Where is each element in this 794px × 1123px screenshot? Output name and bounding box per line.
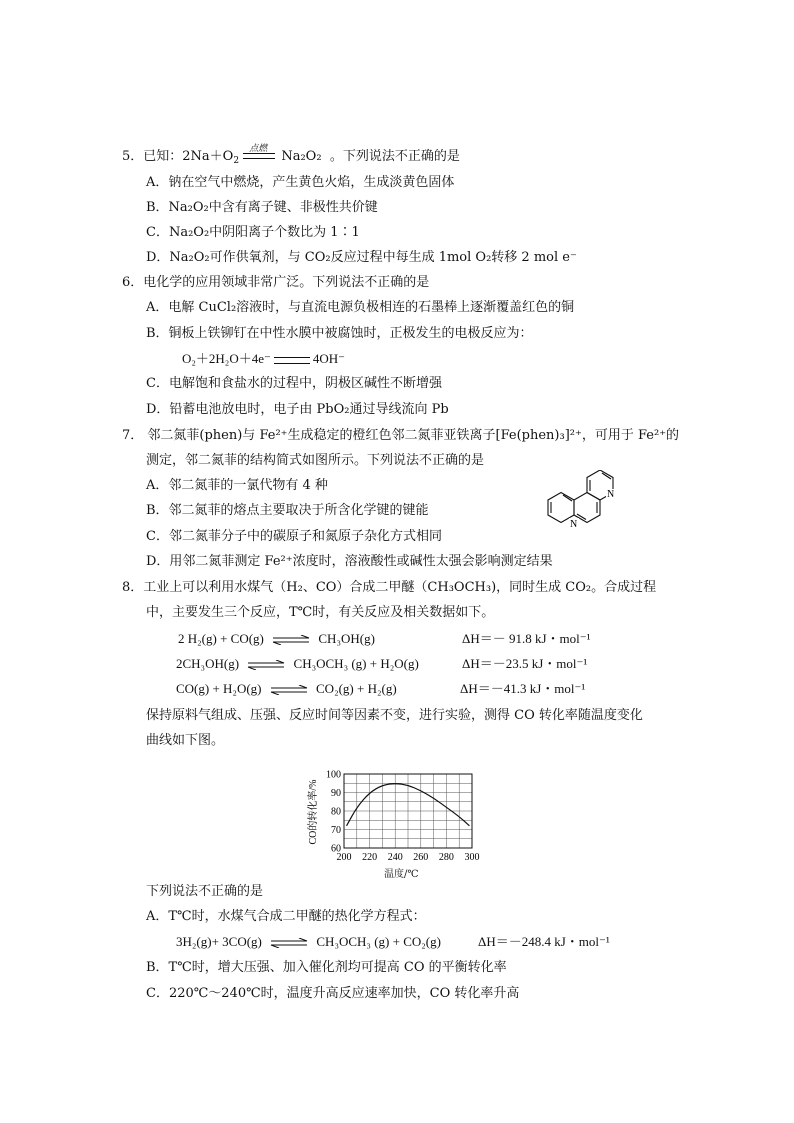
q6-electrode-equation: O₂＋2H₂O＋4e⁻ 4OH⁻ — [182, 351, 346, 366]
q8-reaction-2: 2CH₃OH(g) CH₃OCH₃ (g) + H₂O(g) — [176, 656, 419, 671]
q8-text-line1: 保持原料气组成、压强、反应时间等因素不变，进行实验，测得 CO 转化率随温度变化 — [146, 708, 643, 723]
structure-nitrogen-2: N — [570, 519, 578, 530]
q5-option-b: B．Na₂O₂中含有离子键、非极性共价键 — [146, 200, 378, 215]
q8-option-a: A．T℃时，水煤气合成二甲醚的热化学方程式： — [146, 909, 426, 924]
equilibrium-arrow-icon — [246, 660, 286, 670]
y-tick-label: 70 — [331, 825, 341, 836]
q8-reaction-2-enthalpy: ΔH＝－23.5 kJ・mol⁻¹ — [462, 656, 588, 671]
q5-option-c: C．Na₂O₂中阴阳离子个数比为 1∶1 — [146, 225, 360, 240]
q6-stem: 6．电化学的应用领域非常广泛。下列说法不正确的是 — [122, 275, 430, 290]
x-tick-label: 220 — [362, 852, 378, 863]
co-conversion-chart — [300, 760, 500, 882]
x-tick-label: 280 — [438, 852, 454, 863]
chart-x-axis-label: 温度/℃ — [384, 869, 419, 880]
q8-reaction-1: 2 H₂(g) + CO(g) CH₃OH(g) — [178, 631, 375, 646]
q7-option-a: A．邻二氮菲的一氯代物有 4 种 — [146, 478, 328, 493]
structure-nitrogen-1: N — [607, 489, 615, 500]
q8-text-line2: 曲线如下图。 — [146, 733, 225, 748]
q5-option-a: A．钠在空气中燃烧，产生黄色火焰，生成淡黄色固体 — [146, 175, 455, 190]
q7-option-b: B．邻二氮菲的熔点主要取决于所含化学键的键能 — [146, 503, 429, 518]
y-tick-label: 100 — [326, 769, 341, 781]
q8-option-c: C．220℃～240℃时，温度升高反应速率加快，CO 转化率升高 — [146, 986, 520, 1001]
equilibrium-arrow-icon — [269, 938, 309, 948]
q5-option-d: D．Na₂O₂可作供氧剂，与 CO₂反应过程中每生成 1mol O₂转移 2 mol e⁻ — [146, 250, 577, 265]
q8-ask: 下列说法不正确的是 — [146, 884, 264, 899]
q6-option-c: C．电解饱和食盐水的过程中，阴极区碱性不断增强 — [146, 376, 442, 391]
q8-stem-line1: 8．工业上可以利用水煤气（H₂、CO）合成二甲醚（CH₃OCH₃)，同时生成 CO₂。合成过程 — [122, 580, 657, 595]
q8-stem-line2: 中，主要发生三个反应，T℃时，有关反应及相关数据如下。 — [146, 605, 495, 620]
equilibrium-arrow-icon — [271, 635, 311, 645]
q6-option-d: D．铅蓄电池放电时，电子由 PbO₂通过导线流向 Pb — [146, 402, 449, 417]
x-tick-label: 240 — [387, 852, 403, 863]
q8-option-a-equation: 3H₂(g)+ 3CO(g) CH₃OCH₃ (g) + CO₂(g) — [176, 934, 441, 949]
y-tick-label: 90 — [331, 788, 341, 799]
q8-option-b: B．T℃时，增大压强、加入催化剂均可提高 CO 的平衡转化率 — [146, 960, 507, 975]
y-tick-label: 60 — [331, 843, 341, 855]
chart-y-axis-label: CO的转化率/% — [308, 779, 319, 845]
q7-stem-line1: 7． 邻二氮菲(phen)与 Fe²⁺生成稳定的橙红色邻二氮菲亚铁离子[Fe(phen)₃]²⁺，可用于 Fe²⁺的 — [122, 428, 680, 443]
x-tick-label: 300 — [464, 852, 480, 863]
x-tick-label: 260 — [413, 852, 429, 863]
q8-option-a-enthalpy: ΔH＝－248.4 kJ・mol⁻¹ — [478, 934, 610, 949]
q7-option-d: D．用邻二氮菲测定 Fe²⁺浓度时，溶液酸性或碱性太强会影响测定结果 — [146, 554, 553, 569]
q8-reaction-3-enthalpy: ΔH＝－41.3 kJ・mol⁻¹ — [460, 681, 586, 696]
x-tick-label: 200 — [336, 852, 352, 863]
q8-reaction-3: CO(g) + H₂O(g) CO₂(g) + H₂(g) — [176, 681, 397, 696]
q7-stem-line2: 测定，邻二氮菲的结构简式如图所示。下列说法不正确的是 — [146, 453, 485, 468]
q7-option-c: C．邻二氮菲分子中的碳原子和氮原子杂化方式相同 — [146, 529, 442, 544]
q6-option-b: B．铜板上铁铆钉在中性水膜中被腐蚀时，正极发生的电极反应为： — [146, 326, 533, 341]
phenanthroline-structure — [544, 470, 634, 534]
y-tick-label: 80 — [331, 806, 341, 818]
q5-stem: 5．已知：$2Na+O_2$ 点燃 Na₂O₂ 。下列说法不正确的是 — [122, 148, 460, 170]
equilibrium-arrow-icon — [269, 685, 309, 695]
q8-reaction-1-enthalpy: ΔH＝－ 91.8 kJ・mol⁻¹ — [462, 631, 591, 646]
q5-reaction-condition: 点燃 — [249, 144, 268, 154]
q6-option-a: A．电解 CuCl₂溶液时，与直流电源负极相连的石墨棒上逐渐覆盖红色的铜 — [146, 300, 575, 315]
